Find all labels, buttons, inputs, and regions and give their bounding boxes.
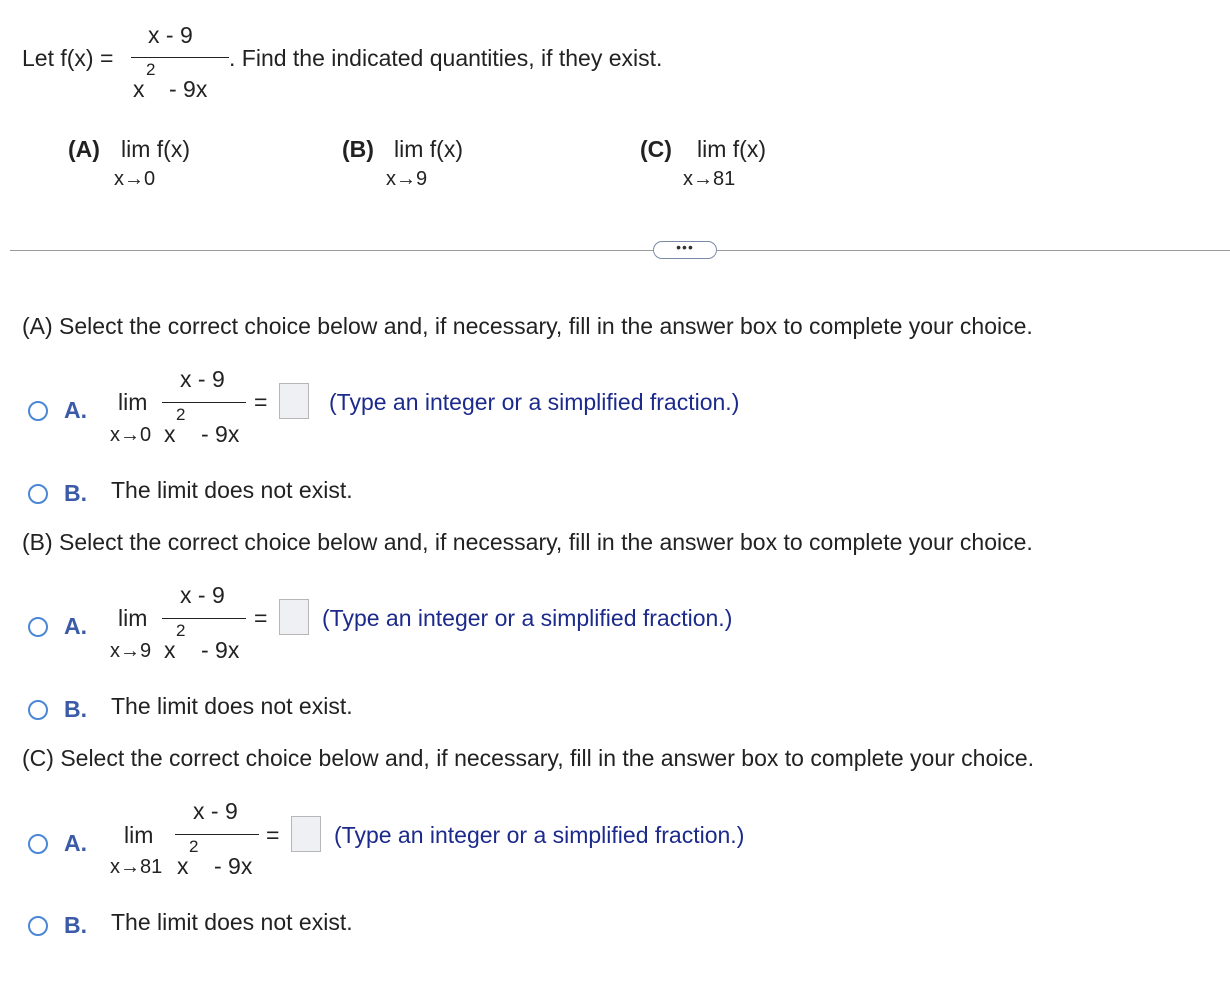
section-b-numerator: x - 9 [180,582,225,608]
section-a-lim-sub: x→0 [110,424,152,446]
section-b-choice-b-radio[interactable] [28,700,48,720]
section-b-den-exp: 2 [176,621,186,640]
section-a-den-exp: 2 [176,405,186,424]
section-c-choice-a-letter: A. [64,830,87,856]
section-b-den-rest: - 9x [201,637,240,663]
section-b-heading: (B) Select the correct choice below and, if necessary, fill in the answer box to complete your choice. [22,529,1033,555]
section-divider [10,250,1230,251]
part-c-label: (C) [640,136,672,162]
function-numerator: x - 9 [148,22,193,48]
section-b-equals: = [254,605,268,631]
part-a-label: (A) [68,136,100,162]
section-a-fraction-bar [162,402,246,403]
expand-button[interactable]: ••• [653,241,717,259]
section-b-choice-a-letter: A. [64,613,87,639]
section-a-lim-word: lim [118,389,148,415]
function-denominator-base: x [133,76,145,102]
section-c-lim-word: lim [124,822,154,848]
section-c-choice-b-letter: B. [64,912,87,938]
section-b-lim-word: lim [118,605,148,631]
part-a-limit: lim f(x) [121,136,190,162]
section-c-lim-sub: x→81 [110,856,163,878]
section-b-choice-a-radio[interactable] [28,617,48,637]
part-b-label: (B) [342,136,374,162]
section-a-choice-b-radio[interactable] [28,484,48,504]
section-a-answer-box[interactable] [279,383,309,419]
section-b-den-base: x [164,637,176,663]
section-a-choice-a-letter: A. [64,397,87,423]
function-denominator-exponent: 2 [146,60,156,79]
part-b-limit: lim f(x) [394,136,463,162]
problem-instruction: . Find the indicated quantities, if they exist. [229,45,663,71]
section-a-hint: (Type an integer or a simplified fraction.) [329,389,740,415]
section-c-answer-box[interactable] [291,816,321,852]
section-a-equals: = [254,389,268,415]
function-denominator-rest: - 9x [169,76,208,102]
let-label: Let f(x) = [22,45,114,71]
function-fraction-bar [131,57,229,58]
section-b-hint: (Type an integer or a simplified fraction.) [322,605,733,631]
section-a-choice-b-letter: B. [64,480,87,506]
section-c-heading: (C) Select the correct choice below and, if necessary, fill in the answer box to complete your choice. [22,745,1035,771]
part-c-limit: lim f(x) [697,136,766,162]
section-c-den-exp: 2 [189,837,199,856]
section-a-numerator: x - 9 [180,366,225,392]
section-c-equals: = [266,822,280,848]
section-c-choice-a-radio[interactable] [28,834,48,854]
section-c-fraction-bar [175,834,259,835]
section-a-den-base: x [164,421,176,447]
section-b-choice-b-text: The limit does not exist. [111,693,353,719]
section-c-choice-b-radio[interactable] [28,916,48,936]
section-b-lim-sub: x→9 [110,640,152,662]
section-a-choice-b-text: The limit does not exist. [111,477,353,503]
section-c-den-base: x [177,853,189,879]
section-b-answer-box[interactable] [279,599,309,635]
section-b-choice-b-letter: B. [64,696,87,722]
section-a-heading: (A) Select the correct choice below and, if necessary, fill in the answer box to complete your choice. [22,313,1033,339]
part-c-sub: x→81 [683,168,736,190]
part-b-sub: x→9 [386,168,428,190]
section-c-choice-b-text: The limit does not exist. [111,909,353,935]
section-c-den-rest: - 9x [214,853,253,879]
section-b-fraction-bar [162,618,246,619]
section-c-numerator: x - 9 [193,798,238,824]
section-a-den-rest: - 9x [201,421,240,447]
section-a-choice-a-radio[interactable] [28,401,48,421]
part-a-sub: x→0 [114,168,156,190]
section-c-hint: (Type an integer or a simplified fraction.) [334,822,745,848]
